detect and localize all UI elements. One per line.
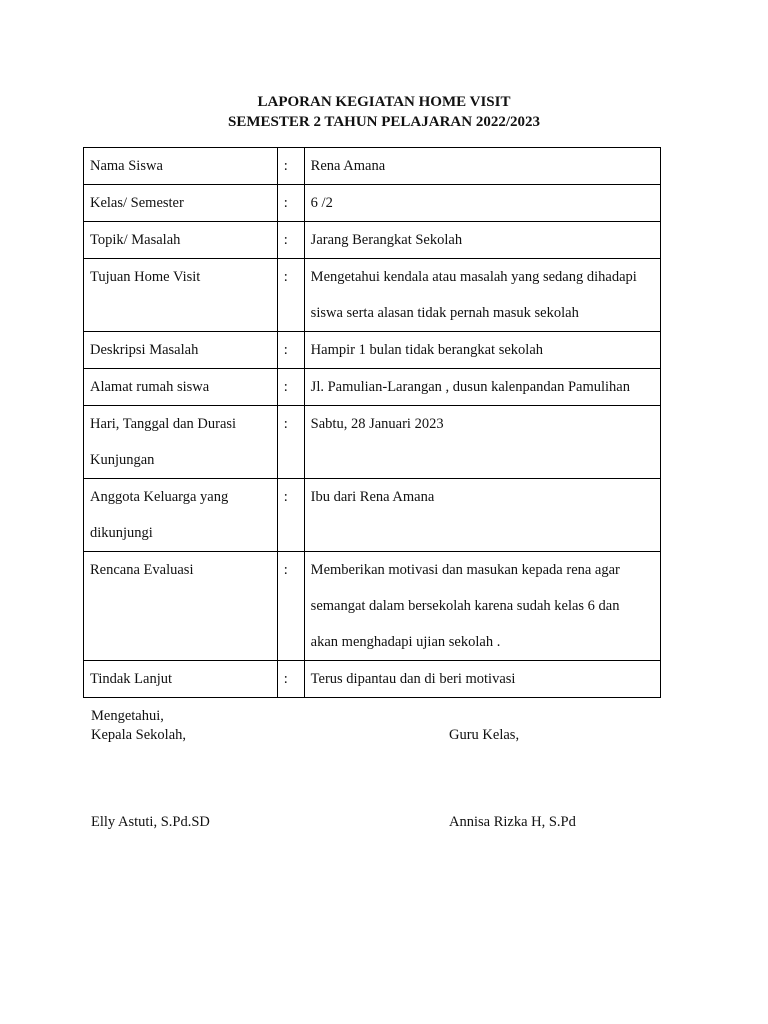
field-separator: :	[277, 185, 304, 222]
field-separator: :	[277, 661, 304, 698]
field-label-line: Topik/ Masalah	[90, 232, 181, 248]
field-value-line: 6 /2	[310, 195, 333, 211]
field-value	[304, 552, 660, 661]
field-label	[84, 222, 278, 259]
field-label	[84, 661, 278, 698]
acknowledged-label: Mengetahui,	[91, 708, 164, 724]
field-value-line: siswa serta alasan tidak pernah masuk sekolah	[310, 305, 579, 321]
field-label-line: Tujuan Home Visit	[90, 269, 201, 285]
field-value	[304, 406, 660, 479]
table-row	[84, 661, 661, 698]
table-body	[84, 148, 661, 698]
field-value-line: Memberikan motivasi dan masukan kepada rena agar	[310, 562, 620, 578]
table-row	[84, 148, 661, 185]
report-table	[83, 147, 661, 698]
field-value	[304, 148, 660, 185]
report-subtitle: SEMESTER 2 TAHUN PELAJARAN 2022/2023	[228, 114, 540, 130]
teacher-signature-block	[449, 726, 519, 745]
field-separator: :	[277, 406, 304, 479]
field-value-line: Mengetahui kendala atau masalah yang sedang dihadapi	[310, 269, 637, 285]
field-value-line: Jl. Pamulian-Larangan , dusun kalenpandan Pamulihan	[310, 379, 630, 395]
field-value	[304, 479, 660, 552]
field-label-line: Kelas/ Semester	[90, 195, 184, 211]
field-value	[304, 259, 660, 332]
field-value	[304, 369, 660, 406]
table-row	[84, 406, 661, 479]
field-value-line: Jarang Berangkat Sekolah	[310, 232, 463, 248]
table-row	[84, 552, 661, 661]
field-label-line: Rencana Evaluasi	[90, 562, 194, 578]
field-label-line: Kunjungan	[90, 452, 155, 468]
principal-name: Elly Astuti, S.Pd.SD	[91, 814, 210, 830]
table-row	[84, 332, 661, 369]
field-value-line: Rena Amana	[310, 158, 386, 174]
table-row	[84, 222, 661, 259]
field-value-line: Sabtu, 28 Januari 2023	[310, 416, 444, 432]
field-separator: :	[277, 222, 304, 259]
field-label-line: Deskripsi Masalah	[90, 342, 199, 358]
field-separator: :	[277, 332, 304, 369]
table-row	[84, 369, 661, 406]
principal-signature-block	[91, 707, 186, 745]
teacher-name: Annisa Rizka H, S.Pd	[449, 814, 576, 830]
field-label-line: dikunjungi	[90, 525, 153, 541]
field-separator: :	[277, 259, 304, 332]
table-row	[84, 185, 661, 222]
field-value-line: akan menghadapi ujian sekolah .	[310, 634, 501, 650]
field-label	[84, 332, 278, 369]
field-value-line: Terus dipantau dan di beri motivasi	[310, 671, 516, 687]
field-value-line: Ibu dari Rena Amana	[310, 489, 435, 505]
principal-title: Kepala Sekolah,	[91, 727, 187, 743]
field-separator: :	[277, 369, 304, 406]
field-label	[84, 185, 278, 222]
field-label	[84, 552, 278, 661]
field-value-line: Hampir 1 bulan tidak berangkat sekolah	[310, 342, 544, 358]
field-label-line: Alamat rumah siswa	[90, 379, 210, 395]
teacher-title: Guru Kelas,	[449, 727, 520, 743]
field-label	[84, 148, 278, 185]
field-separator: :	[277, 552, 304, 661]
report-title: LAPORAN KEGIATAN HOME VISIT	[257, 94, 511, 110]
table-row	[84, 259, 661, 332]
field-value	[304, 222, 660, 259]
field-label	[84, 369, 278, 406]
field-value	[304, 185, 660, 222]
field-value	[304, 332, 660, 369]
field-separator: :	[277, 148, 304, 185]
field-separator: :	[277, 479, 304, 552]
field-label-line: Nama Siswa	[90, 158, 163, 174]
field-value-line: semangat dalam bersekolah karena sudah kelas 6 dan	[310, 598, 620, 614]
table-row	[84, 479, 661, 552]
field-label	[84, 479, 278, 552]
field-value	[304, 661, 660, 698]
field-label	[84, 259, 278, 332]
field-label-line: Tindak Lanjut	[90, 671, 173, 687]
report-header	[0, 92, 768, 132]
field-label-line: Anggota Keluarga yang	[90, 489, 229, 505]
field-label	[84, 406, 278, 479]
field-label-line: Hari, Tanggal dan Durasi	[90, 416, 237, 432]
